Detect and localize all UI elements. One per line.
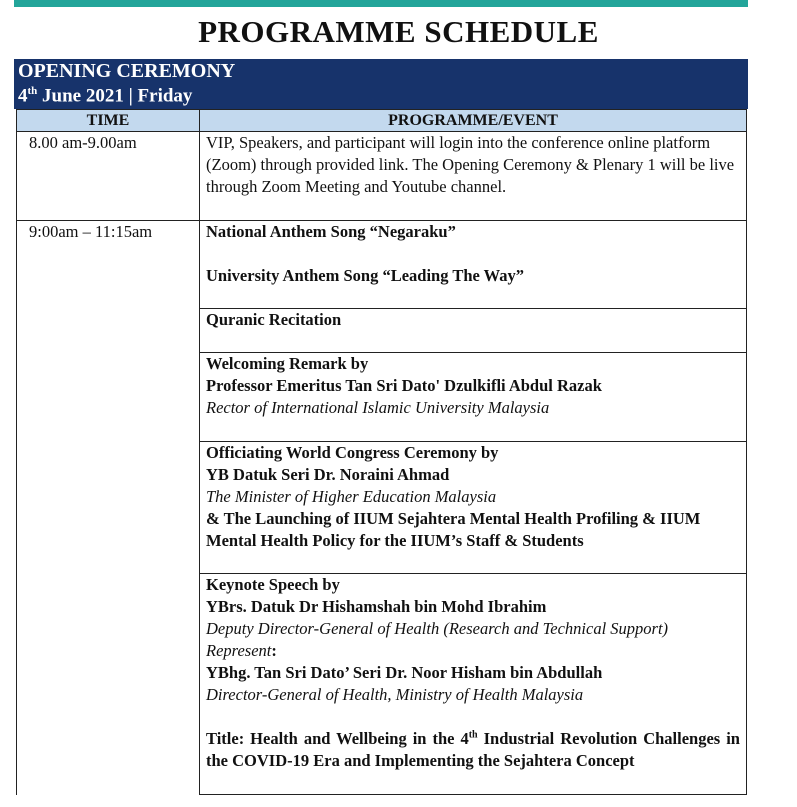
keynote-role: Deputy Director-General of Health (Research and Technical Support) — [206, 619, 669, 638]
keynote-speaker: YBrs. Datuk Dr Hishamshah bin Mohd Ibrahim — [206, 597, 547, 616]
welcome-speaker: Professor Emeritus Tan Sri Dato' Dzulkifli Abdul Razak — [206, 376, 602, 395]
keynote-role-2: Director-General of Health, Ministry of Health Malaysia — [206, 685, 584, 704]
welcome-heading: Welcoming Remark by — [206, 354, 369, 373]
quranic-recitation: Quranic Recitation — [206, 310, 342, 329]
officiating-cell — [200, 442, 747, 574]
keynote-cell — [200, 574, 747, 795]
university-anthem: University Anthem Song “Leading The Way” — [206, 266, 524, 285]
schedule-table — [16, 109, 747, 795]
row-time: 8.00 am-9.00am — [17, 132, 200, 221]
header-event: PROGRAMME/EVENT — [200, 110, 747, 132]
quran-cell — [200, 309, 747, 353]
ceremony-banner — [14, 59, 748, 109]
officiating-speaker: YB Datuk Seri Dr. Noraini Ahmad — [206, 465, 450, 484]
welcome-role: Rector of International Islamic University Malaysia — [206, 398, 550, 417]
row-event — [200, 132, 747, 221]
keynote-speaker-2: YBhg. Tan Sri Dato’ Seri Dr. Noor Hisham bin Abdullah — [206, 663, 603, 682]
table-row — [17, 132, 747, 221]
national-anthem: National Anthem Song “Negaraku” — [206, 222, 456, 241]
officiating-heading: Officiating World Congress Ceremony by — [206, 443, 499, 462]
row-time: 9:00am – 11:15am — [17, 221, 200, 795]
represent-line: Represent: — [206, 641, 277, 660]
table-header-row — [17, 110, 747, 132]
login-info: VIP, Speakers, and participant will login into the conference online platform (Zoom) through provided link. The Opening Ceremony & Plenary 1 will be live through Zoom Meeting and Youtube channel. — [206, 133, 735, 196]
keynote-title: Title: Health and Wellbeing in the 4th Industrial Revolution Challenges in the COVID-19 Era and Implementing the Sejahtera Concept — [206, 729, 740, 770]
table-row — [17, 221, 747, 309]
ceremony-date: 4th June 2021 | Friday — [18, 85, 193, 107]
anthem-cell — [200, 221, 747, 309]
keynote-heading: Keynote Speech by — [206, 575, 340, 594]
page-title: PROGRAMME SCHEDULE — [198, 14, 599, 49]
officiating-role: The Minister of Higher Education Malaysia — [206, 487, 497, 506]
header-time: TIME — [17, 110, 200, 132]
top-accent-bar — [14, 0, 748, 7]
ceremony-name: OPENING CEREMONY — [18, 60, 236, 82]
launching-text: & The Launching of IIUM Sejahtera Mental Health Profiling & IIUM Mental Health Policy for the IIUM’s Staff & Students — [206, 509, 701, 550]
welcome-cell — [200, 353, 747, 442]
